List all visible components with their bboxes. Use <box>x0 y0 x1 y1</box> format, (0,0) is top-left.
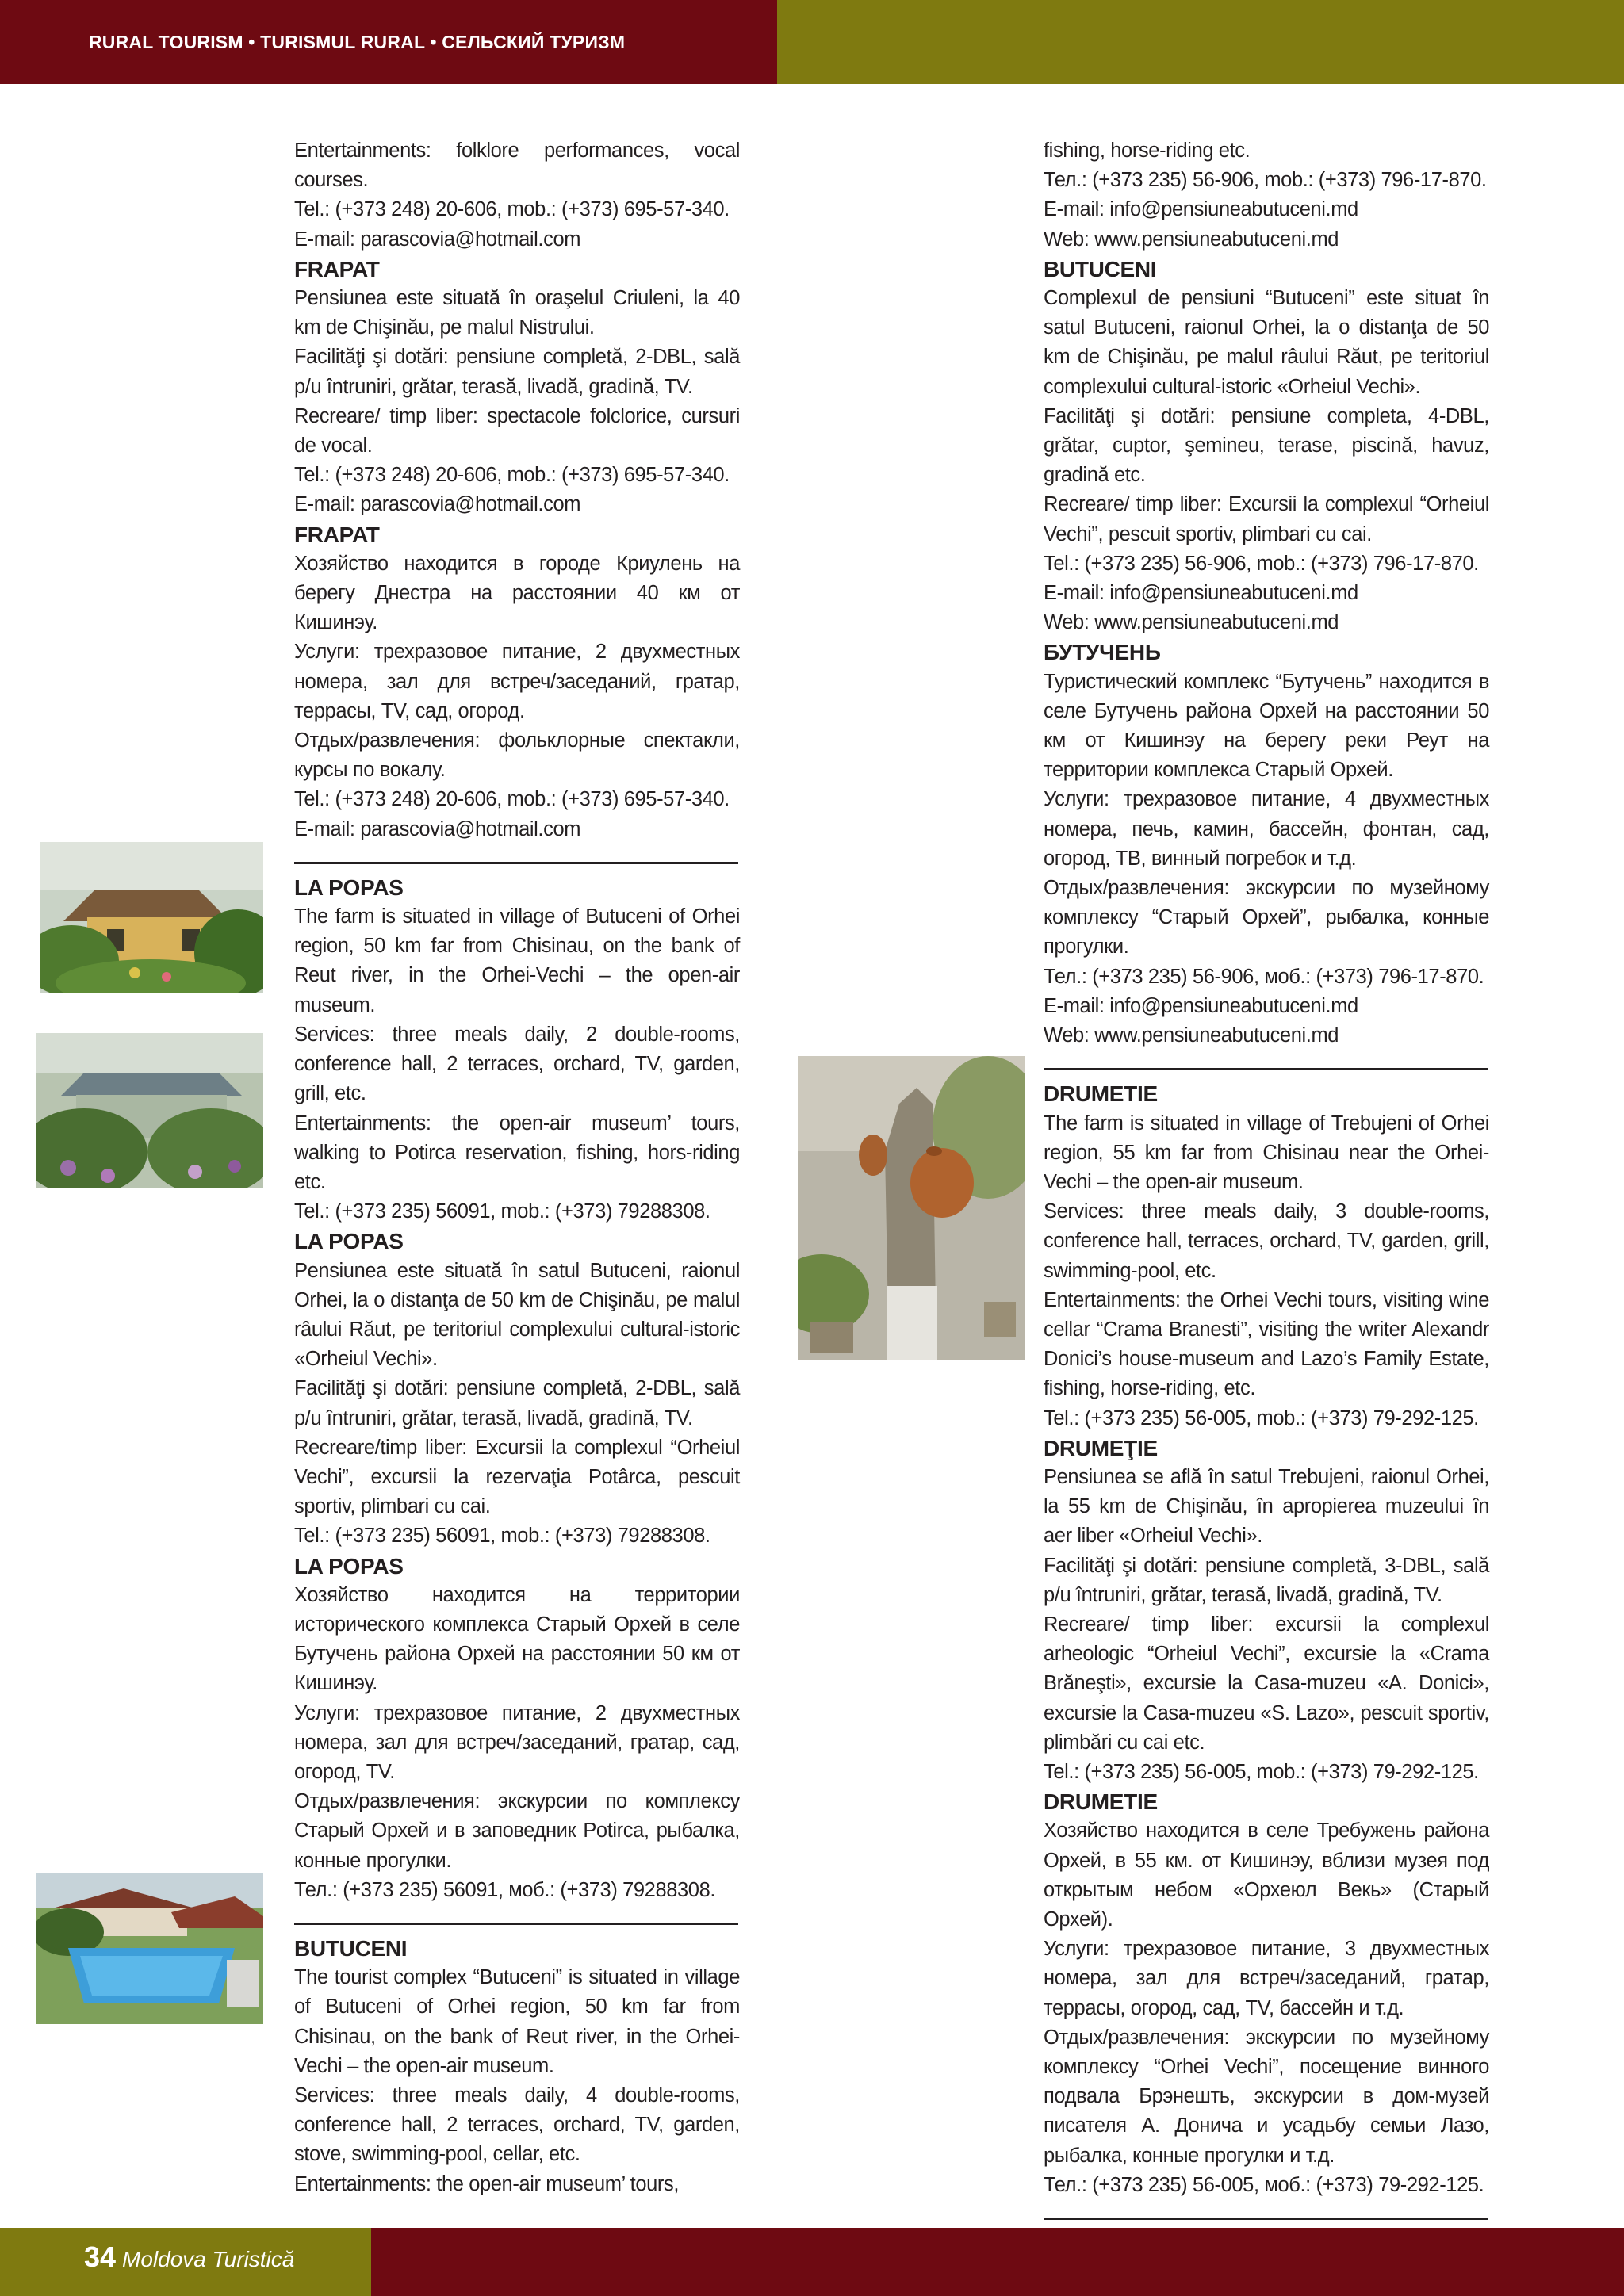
entry-paragraph: Facilităţi şi dotări: pensiune completă, 2-DBL, sală p/u întruniri, grătar, terasă, livadă, gradină, TV. <box>294 346 740 398</box>
entry-paragraph: Entertainments: the open-air museum’ tours, <box>294 2172 680 2195</box>
entry-paragraph: E-mail: info@pensiuneabutuceni.md <box>1044 582 1358 605</box>
swimming-pool-resort-photo <box>36 1873 263 2024</box>
entry-paragraph: Facilităţi şi dotări: pensiune completă, 3-DBL, sală p/u întruniri, grătar, terasă, livadă, gradină, TV. <box>1044 1554 1489 1606</box>
entry-paragraph: Тел.: (+373 235) 56-906, mob.: (+373) 796-17-870. <box>1044 169 1487 192</box>
entry-paragraph: Entertainments: the open-air museum’ tours, walking to Potirca reservation, fishing, hors-riding etc. <box>294 1112 740 1193</box>
entry-title: DRUMETIE <box>1044 1789 1158 1815</box>
entry-paragraph: Recreare/timp liber: Excursii la complexul “Orheiul Vechi”, excursii la rezervaţia Potârca, pescuit sportiv, plimbari cu cai. <box>294 1436 740 1518</box>
section-header-title: RURAL TOURISM • TURISMUL RURAL • СЕЛЬСКИЙ ТУРИЗМ <box>89 32 626 52</box>
entry-paragraph: The farm is situated in village of Trebujeni of Orhei region, 55 km far from Chisinau near the Orhei-Vechi – the open-air museum. <box>1044 1112 1489 1193</box>
entry-paragraph: Тел.: (+373 235) 56091, моб.: (+373) 79288308. <box>294 1878 716 1901</box>
entry-title: БУТУЧЕНЬ <box>1044 640 1161 665</box>
entry-paragraph: E-mail: parascovia@hotmail.com <box>294 493 581 516</box>
entry-paragraph: Recreare/ timp liber: excursii la complexul arheologic “Orheiul Vechi”, excursie la «Crama Brăneşti», excursie la Casa-muzeu «A. Donici», excursie la Casa-muzeu «S. Lazo», pescuit sportiv, plimbări cu cai etc. <box>1044 1613 1489 1754</box>
entry-paragraph: Tel.: (+373 248) 20-606, mob.: (+373) 695-57-340. <box>294 198 730 221</box>
entry-paragraph: Pensiunea este situată în satul Butuceni, raionul Orhei, la o distanţa de 50 km de Chişinău, pe malul râului Răut, pe teritoriul complexului cultural-istoric «Orheiul Vechi». <box>294 1259 740 1371</box>
entry-paragraph: Туристический комплекс “Бутучень” находится в селе Бутучень района Орхей на расстоянии 50 км от Кишинэу на берегу реки Реут на территории комплекса Старый Орхей. <box>1044 670 1489 782</box>
page-footer <box>84 2241 294 2274</box>
entry-paragraph: fishing, horse-riding etc. <box>1044 140 1251 162</box>
entry-paragraph: Tel.: (+373 235) 56-005, mob.: (+373) 79-292-125. <box>1044 1406 1479 1429</box>
entry-paragraph: Pensiunea este situată în oraşelul Criuleni, la 40 km de Chişinău, pe malul Nistrului. <box>294 287 740 339</box>
entry-title: BUTUCENI <box>1044 256 1157 281</box>
entry-paragraph: Pensiunea se află în satul Trebujeni, raionul Orhei, la 55 km de Chişinău, în apropierea muzeului în aer liber «Orheiul Vechi». <box>1044 1465 1489 1548</box>
entry-paragraph: E-mail: info@pensiuneabutuceni.md <box>1044 994 1358 1017</box>
entry-paragraph: Тел.: (+373 235) 56-005, моб.: (+373) 79-292-125. <box>1044 2173 1484 2196</box>
entry-paragraph: Services: three meals daily, 4 double-rooms, conference hall, 2 terraces, orchard, TV, garden, stove, swimming-pool, cellar, etc. <box>294 2084 740 2166</box>
entry-paragraph: Entertainments: folklore performances, vocal courses. <box>294 140 740 192</box>
entry-paragraph: Services: three meals daily, 3 double-rooms, conference hall, terraces, orchard, TV, garden, grill, swimming-pool, etc. <box>1044 1200 1489 1282</box>
entry-paragraph: Тел.: (+373 235) 56-906, моб.: (+373) 796-17-870. <box>1044 965 1484 988</box>
clay-pots-on-tree-stump-photo <box>798 1056 1025 1360</box>
header-band-olive <box>777 0 1624 84</box>
entry-paragraph: Web: www.pensiuneabutuceni.md <box>1044 1024 1339 1047</box>
entry-title: LA POPAS <box>294 874 404 900</box>
entry-paragraph: Услуги: трехразовое питание, 4 двухместных номера, печь, камин, бассейн, фонтан, сад, огород, ТВ, винный погребок и т.д. <box>1044 788 1489 870</box>
entry-title: BUTUCENI <box>294 1935 408 1961</box>
page-number: 34 <box>84 2241 117 2273</box>
entry-paragraph: Facilităţi şi dotări: pensiune completa, 4-DBL, grătar, cuptor, şemineu, terase, piscină, havuz, gradină etc. <box>1044 404 1489 487</box>
entry-paragraph: E-mail: info@pensiuneabutuceni.md <box>1044 198 1358 221</box>
entry-paragraph: Отдых/развлечения: фольклорные спектакли, курсы по вокалу. <box>294 729 740 782</box>
entry-paragraph: The farm is situated in village of Butuceni of Orhei region, 50 km far from Chisinau, on the bank of Reut river, in the Orhei-Vechi – the open-air museum. <box>294 905 740 1016</box>
entry-title: DRUMEŢIE <box>1044 1435 1158 1460</box>
entry-paragraph: E-mail: parascovia@hotmail.com <box>294 817 581 840</box>
entry-paragraph: Recreare/ timp liber: spectacole folclorice, cursuri de vocal. <box>294 404 740 457</box>
entry-paragraph: Услуги: трехразовое питание, 2 двухместных номера, зал для встреч/заседаний, гратар, сад, огород, TV. <box>294 1701 740 1783</box>
entry-paragraph: Tel.: (+373 235) 56091, mob.: (+373) 79288308. <box>294 1200 710 1223</box>
section-divider <box>1044 1068 1488 1070</box>
entry-paragraph: Tel.: (+373 235) 56-906, mob.: (+373) 796-17-870. <box>1044 552 1479 575</box>
entry-title: LA POPAS <box>294 1229 404 1254</box>
entry-paragraph: Tel.: (+373 235) 56-005, mob.: (+373) 79-292-125. <box>1044 1760 1479 1783</box>
entry-paragraph: Recreare/ timp liber: Excursii la complexul “Orheiul Vechi”, pescuit sportiv, plimbari cu cai. <box>1044 493 1489 545</box>
entry-paragraph: Хозяйство находится на территории исторического комплекса Старый Орхей в селе Бутучень района Орхей на расстоянии 50 км от Кишинэу. <box>294 1583 740 1695</box>
entry-paragraph: Complexul de pensiuni “Butuceni” este situat în satul Butuceni, raionul Orhei, la o distanţa de 50 km de Chişinău, pe malul râului Răut, pe teritoriul complexului cultural-istoric «Orheiul Vechi». <box>1044 287 1489 398</box>
entry-paragraph: Web: www.pensiuneabutuceni.md <box>1044 611 1339 634</box>
entry-paragraph: Хозяйство находится в городе Криулень на берегу Днестра на расстоянии 40 км от Кишинэу. <box>294 552 740 634</box>
entry-paragraph: Услуги: трехразовое питание, 3 двухместных номера, зал для встреч/заседаний, гратар, террасы, огород, сад, TV, бассейн и т.д. <box>1044 1938 1489 2019</box>
entry-title: FRAPAT <box>294 522 380 547</box>
entry-paragraph: Web: www.pensiuneabutuceni.md <box>1044 228 1339 251</box>
footer-band-burgundy <box>371 2228 1624 2296</box>
entry-paragraph: Хозяйство находится в селе Требужень района Орхей, в 55 км. от Кишинэу, вблизи музея под открытым небом «Орхеюл Векь» (Старый Орхей). <box>1044 1820 1489 1931</box>
entry-paragraph: Услуги: трехразовое питание, 2 двухместных номера, зал для встреч/заседаний, гратар, террасы, TV, сад, огород. <box>294 641 740 722</box>
entry-paragraph: Отдых/развлечения: экскурсии по музейному комплексу “Orhei Vechi”, посещение винного подвала Брэнешть, экскурсии в дом-музей писателя А. Донича и усадьбу семьи Лазо, рыбалка, конные прогулки и т.д. <box>1044 2026 1489 2167</box>
section-divider <box>294 1923 738 1925</box>
entry-paragraph: Entertainments: the Orhei Vechi tours, visiting wine cellar “Crama Branesti”, visiting the writer Alexandr Donici’s house-museum and Lazo’s Family Estate, fishing, horse-riding, etc. <box>1044 1288 1489 1400</box>
right-text-column <box>1044 136 1489 2229</box>
entry-paragraph: The tourist complex “Butuceni” is situated in village of Butuceni of Orhei region, 50 km far from Chisinau, on the bank of Reut river, in the Orhei-Vechi – the open-air museum. <box>294 1966 740 2077</box>
section-divider <box>1044 2218 1488 2220</box>
entry-paragraph: Отдых/развлечения: экскурсии по музейному комплексу “Старый Орхей”, рыбалка, конные прогулки. <box>1044 877 1489 959</box>
entry-title: DRUMETIE <box>1044 1081 1158 1107</box>
garden-pergola-photo <box>36 1033 263 1188</box>
left-text-column <box>294 136 740 2199</box>
entry-paragraph: E-mail: parascovia@hotmail.com <box>294 228 581 251</box>
magazine-title: Moldova Turistică <box>122 2247 295 2271</box>
entry-paragraph: Tel.: (+373 235) 56091, mob.: (+373) 79288308. <box>294 1525 710 1548</box>
entry-title: LA POPAS <box>294 1553 404 1578</box>
entry-paragraph: Отдых/развлечения: экскурсии по комплексу Старый Орхей и в заповедник Potirca, рыбалка, конные прогулки. <box>294 1790 740 1872</box>
entry-paragraph: Tel.: (+373 248) 20-606, mob.: (+373) 695-57-340. <box>294 788 730 811</box>
entry-title: FRAPAT <box>294 256 380 281</box>
rural-house-garden-photo <box>40 842 263 993</box>
entry-paragraph: Tel.: (+373 248) 20-606, mob.: (+373) 695-57-340. <box>294 464 730 487</box>
section-divider <box>294 862 738 864</box>
entry-paragraph: Facilităţi şi dotări: pensiune completă, 2-DBL, sală p/u întruniri, grătar, terasă, livadă, gradină, TV. <box>294 1377 740 1429</box>
entry-paragraph: Services: three meals daily, 2 double-rooms, conference hall, 2 terraces, orchard, TV, garden, grill, etc. <box>294 1023 740 1105</box>
